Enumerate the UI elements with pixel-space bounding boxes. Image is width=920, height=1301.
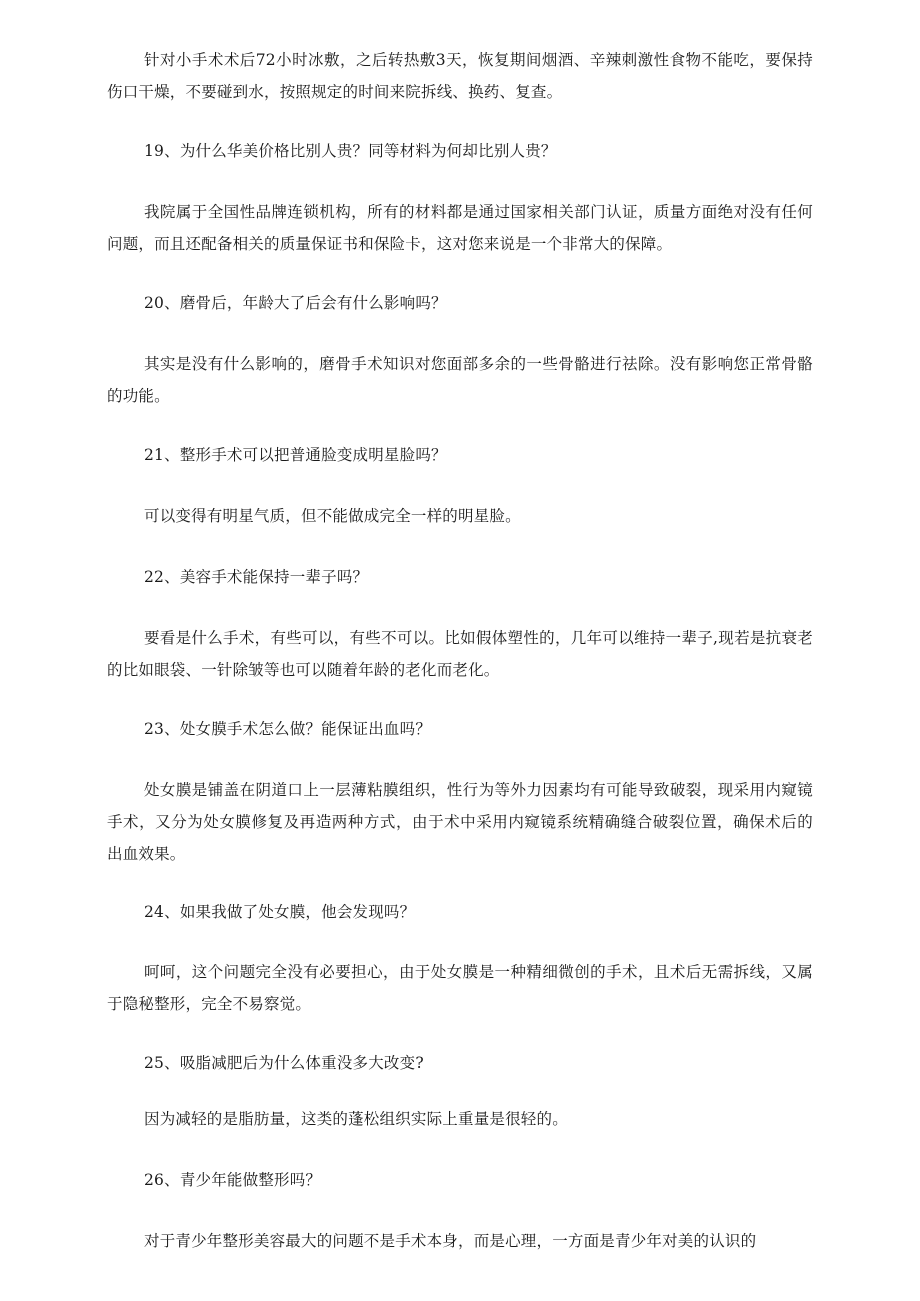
answer-paragraph-24: 呵呵，这个问题完全没有必要担心，由于处女膜是一种精细微创的手术，且术后无需拆线，又属于隐秘整形，完全不易察觉。: [107, 963, 813, 1013]
answer-paragraph-25: 因为减轻的是脂肪量，这类的蓬松组织实际上重量是很轻的。: [144, 1110, 568, 1128]
answer-paragraph-18: 针对小手术术后72小时冰敷，之后转热敷3天，恢复期间烟酒、辛辣刺激性食物不能吃，要保持伤口干燥，不要碰到水，按照规定的时间来院拆线、换药、复查。: [107, 51, 813, 101]
answer-paragraph-21: 可以变得有明星气质，但不能做成完全一样的明星脸。: [144, 507, 521, 525]
question-22: 22、美容手术能保持一辈子吗？: [144, 568, 369, 586]
answer-paragraph-26: 对于青少年整形美容最大的问题不是手术本身，而是心理，一方面是青少年对美的认识的: [144, 1232, 757, 1250]
answer-paragraph-23: 处女膜是铺盖在阴道口上一层薄粘膜组织，性行为等外力因素均有可能导致破裂，现采用内窥镜手术，又分为处女膜修复及再造两种方式，由于术中采用内窥镜系统精确缝合破裂位置，确保术后的出血效果。: [107, 781, 813, 863]
question-21: 21、整形手术可以把普通脸变成明星脸吗？: [144, 446, 447, 464]
question-24: 24、如果我做了处女膜，他会发现吗？: [144, 903, 416, 921]
answer-paragraph-22: 要看是什么手术，有些可以，有些不可以。比如假体塑性的，几年可以维持一辈子,现若是抗衰老的比如眼袋、一针除皱等也可以随着年龄的老化而老化。: [107, 629, 813, 679]
question-19: 19、为什么华美价格比别人贵？同等材料为何却比别人贵？: [144, 142, 557, 160]
question-26: 26、青少年能做整形吗？: [144, 1171, 322, 1189]
question-20: 20、磨骨后，年龄大了后会有什么影响吗？: [144, 294, 447, 312]
answer-paragraph-19: 我院属于全国性品牌连锁机构，所有的材料都是通过国家相关部门认证，质量方面绝对没有任何问题，而且还配备相关的质量保证书和保险卡，这对您来说是一个非常大的保障。: [107, 203, 813, 253]
question-25: 25、吸脂减肥后为什么体重没多大改变?: [144, 1054, 424, 1072]
question-23: 23、处女膜手术怎么做？能保证出血吗？: [144, 720, 432, 738]
answer-paragraph-20: 其实是没有什么影响的，磨骨手术知识对您面部多余的一些骨骼进行祛除。没有影响您正常骨骼的功能。: [107, 355, 813, 405]
